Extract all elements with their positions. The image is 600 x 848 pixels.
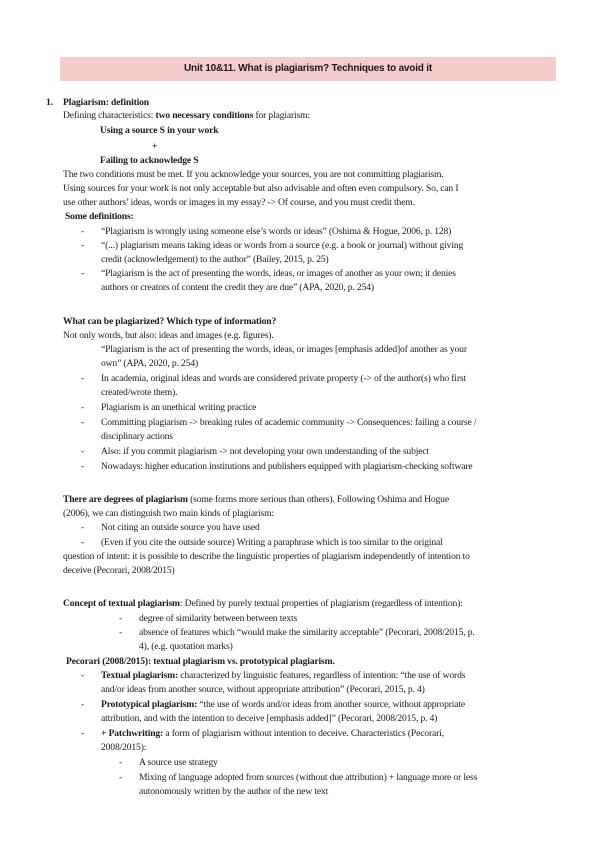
bullet-line: autonomously written by the author of the new text (139, 786, 329, 797)
defining-line: Defining characteristics: two necessary conditions for plagiarism: (63, 110, 310, 121)
paragraph-line: use other authors’ ideas, words or images in my essay? -> Of course, and you must credit them. (63, 197, 415, 208)
bullet-line: (Even if you cite the outside source) Writing a paraphrase which is too similar to the original (101, 537, 443, 548)
plus-sign: + (152, 141, 158, 152)
bullet-line: Also: if you commit plagiarism -> not developing your own understanding of the subject (101, 446, 429, 457)
bullet-dash: - (81, 373, 85, 384)
definition-line: credit (acknowledgement) to the author” (Bailey, 2015, p. 25) (101, 254, 329, 265)
bullet-line: attribution, and with the intention to deceive [emphasis added]” (Pecorari, 2008/2015, p. 4) (101, 713, 438, 724)
quote-line: own” (APA, 2020, p. 254) (101, 358, 199, 369)
bullet-dash: - (81, 417, 85, 428)
patchwriting-line: + Patchwriting: a form of plagiarism without intention to deceive. Characteristics (Pecorari, (101, 728, 444, 739)
bullet-line: Nowadays: higher education institutions and publishers equipped with plagiarism-checking software (101, 461, 473, 472)
definition-line: “Plagiarism is wrongly using someone else’s words or ideas” (Oshima & Hogue, 2006, p. 128) (101, 226, 452, 237)
bullet-dash: - (119, 772, 123, 783)
bullet-dash: - (81, 402, 85, 413)
bullet-line: Not citing an outside source you have used (101, 522, 260, 533)
bullet-line: A source use strategy (139, 757, 218, 768)
paragraph-line: Not only words, but also: ideas and images (e.g. figures). (63, 330, 274, 341)
section-heading-definition: Plagiarism: definition (63, 97, 149, 108)
bullet-line: absence of features which “would make the similarity acceptable” (Pecorari, 2008/2015, p. (139, 627, 475, 638)
paragraph-line: (2006), we can distinguish two main kinds of plagiarism: (63, 508, 274, 519)
paragraph-line: question of intent: it is possible to describe the linguistic properties of plagiarism independently of intention to (63, 551, 470, 562)
paragraph-line: The two conditions must be met. If you acknowledge your sources, you are not committing plagiarism. (63, 169, 444, 180)
bullet-line: created/wrote them). (101, 387, 178, 398)
bullet-dash: - (81, 670, 85, 681)
bullet-dash: - (119, 613, 123, 624)
bullet-line: Committing plagiarism -> breaking rules of academic community -> Consequences: failing a course / (101, 417, 477, 428)
unit-title: Unit 10&11. What is plagiarism? Techniques to avoid it (60, 57, 556, 81)
bullet-dash: - (81, 446, 85, 457)
bullet-line: Mixing of language adopted from sources (without due attribution) + language more or less (139, 772, 478, 783)
bullet-line: Plagiarism is an unethical writing practice (101, 402, 257, 413)
prototypical-plagiarism-line: Prototypical plagiarism: “the use of words and/or ideas from another source, without appropriate (101, 699, 466, 710)
condition-one: Using a source S in your work (100, 125, 219, 136)
textual-plagiarism-concept-line: Concept of textual plagiarism: Defined by purely textual properties of plagiarism (regardless of intention): (63, 598, 463, 609)
bullet-line: 2008/2015): (101, 742, 147, 753)
subheading-some-definitions: Some definitions: (65, 211, 134, 222)
definition-line: “Plagiarism is the act of presenting the words, ideas, or images of another as your own; it denies (101, 268, 456, 279)
bullet-dash: - (81, 699, 85, 710)
degrees-line: There are degrees of plagiarism (some forms more serious than others). Following Oshima and Hogue (63, 494, 449, 505)
condition-two: Failing to acknowledge S (100, 155, 199, 166)
bullet-dash: - (81, 537, 85, 548)
bullet-line: disciplinary actions (101, 431, 173, 442)
section-number: 1. (46, 97, 53, 108)
paragraph-line: deceive (Pecorari, 2008/2015) (63, 565, 175, 576)
bullet-line: 4), (e.g. quotation marks) (139, 641, 233, 652)
bullet-dash: - (81, 240, 85, 251)
bullet-dash: - (81, 226, 85, 237)
section-heading-pecorari: Pecorari (2008/2015): textual plagiarism vs. prototypical plagiarism. (66, 656, 335, 667)
bullet-dash: - (119, 757, 123, 768)
bullet-dash: - (81, 461, 85, 472)
bullet-dash: - (81, 728, 85, 739)
textual-plagiarism-line: Textual plagiarism: characterized by linguistic features, regardless of intention: “the use of words (101, 670, 466, 681)
bullet-dash: - (81, 268, 85, 279)
bullet-line: degree of similarity between between texts (139, 613, 298, 624)
bullet-line: In academia, original ideas and words are considered private property (-> of the author(s) who first (101, 373, 466, 384)
bullet-dash: - (119, 627, 123, 638)
definition-line: “(...) plagiarism means taking ideas or words from a source (e.g. a book or journal) without giving (101, 240, 464, 251)
definition-line: authors or creators of content the credit they are due” (APA, 2020, p. 254) (101, 282, 374, 293)
paragraph-line: Using sources for your work is not only acceptable but also advisable and often even compulsory. So, can I (63, 183, 459, 194)
bullet-dash: - (81, 522, 85, 533)
section-heading-what-can-be-plagiarized: What can be plagiarized? Which type of information? (63, 316, 277, 327)
bullet-line: and/or ideas from another source, without appropriate attribution” (Pecorari, 2015, p. 4) (101, 684, 425, 695)
quote-line: “Plagiarism is the act of presenting the words, ideas, or images [emphasis added]of another as your (101, 344, 467, 355)
